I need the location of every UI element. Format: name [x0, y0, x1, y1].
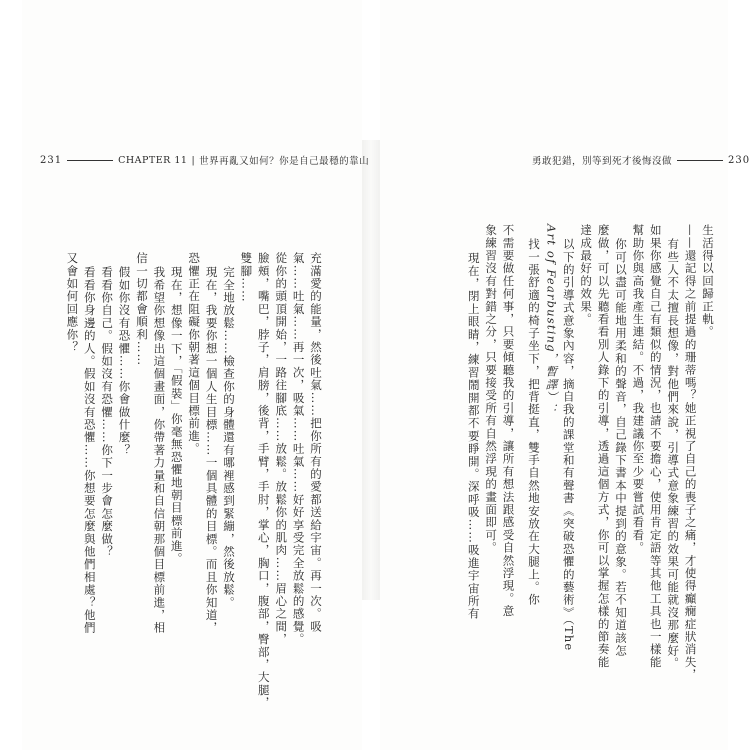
text-line: 又會如何回應你？ — [65, 252, 80, 354]
text-line: 完全地放鬆……檢查你的身體還有哪裡感到緊繃，然後放鬆。 — [221, 266, 236, 609]
text-line: Art of Fearbusting，暫譯）： — [544, 224, 559, 417]
book-gutter — [362, 140, 380, 600]
text-line: 恐懼正在阻礙你朝著這個目標前進。 — [187, 252, 202, 456]
text-line: 信一切都會順利…… — [134, 252, 149, 367]
text-line: 看看你身邊的人。假如沒有恐懼……你想要怎麼與他們相處？他們 — [82, 266, 97, 635]
right-running-title: 勇敢犯錯，別等到死才後悔沒做 — [532, 156, 673, 167]
left-page-number: 231 — [40, 154, 63, 166]
text-line: 從你的頭頂開始，一路往腳底……放鬆。放鬆你的肌肉……眉心之間， — [274, 252, 289, 646]
text-line: 以下的引導式意象內容，摘自我的課堂和有聲書《突破恐懼的藝術》（The — [561, 238, 576, 652]
chapter-label: CHAPTER 11 — [118, 154, 188, 166]
text-line: ——還記得之前提過的珊蒂嗎？她正視了自己的喪子之痛，才使得癲癇症狀消失， — [683, 224, 698, 682]
text-line: 臉頰，嘴巴，脖子，肩膀，後背，手臂，手肘，掌心，胸口，腹部，臀部，大腿， — [256, 252, 271, 710]
text-line: 假如你沒有恐懼……你會做什麼？ — [117, 266, 132, 457]
text-line: 有些人不太擅長想像，對他們來說，引導式意象練習的效果可能就沒那麼好。 — [666, 238, 681, 670]
left-page-header — [40, 153, 369, 167]
text-line: 充滿愛的能量，然後吐氣……把你所有的愛都送給宇宙。再一次。吸 — [309, 252, 323, 633]
text-line: 看看你自己。假如沒有恐懼……你下一步會怎麼做？ — [100, 266, 115, 559]
right-page-body — [420, 224, 716, 682]
header-separator: | — [191, 154, 196, 166]
right-page-header — [532, 153, 750, 167]
text-line: 氣……吐氣……再一次，吸氣……吐氣……好好享受完全放鬆的感覺。 — [291, 252, 306, 646]
text-line: 達成最好的效果。 — [579, 224, 594, 326]
text-line: 麼做，可以先聽看看別人錄下的引導，透過這個方式，你可以掌握怎樣的節奏能 — [596, 224, 611, 669]
text-line: 象練習沒有對錯之分，只要接受所有自然浮現的畫面即可。 — [484, 224, 499, 555]
text-line: 生活得以回歸正軌。 — [701, 224, 715, 339]
text-line: 我希望你想像出這個畫面，你帶著力量和自信朝那個目標前進，相 — [152, 266, 167, 635]
text-line: 如果你感覺自己有類似的情況，也請不要擔心，使用肯定語等其他工具也一樣能 — [648, 224, 663, 669]
text-line: 現在，想像一下，「假裝」你毫無恐懼地朝目標前進。 — [169, 266, 184, 566]
header-rule — [677, 160, 723, 161]
text-line: 雙腳…… — [239, 252, 254, 303]
right-page-number: 230 — [728, 154, 750, 166]
left-running-title: 世界再亂又如何？你是自己最穩的靠山 — [199, 156, 370, 167]
text-line: 你可以盡可能地用柔和的聲音，自己錄下書本中提到的意象。若不知道該怎 — [613, 238, 628, 658]
text-line: 現在，我要你想一個人生目標……一個具體的目標。而且你知道， — [204, 266, 219, 635]
text-line: 不需要做任何事，只要傾聽我的引導，讓所有想法跟感受自然浮現。意 — [501, 224, 516, 618]
header-rule — [67, 160, 113, 161]
text-line: 幫助你與高我產生連結。不過，我建議你至少要嘗試看看。 — [631, 224, 646, 555]
text-line: 找一張舒適的椅子坐下，把背挺直，雙手自然地安放在大腿上。你 — [526, 238, 541, 607]
text-line: 現在，閉上眼睛，練習鬧開都不要睜開。深呼吸……吸進宇宙所有 — [466, 252, 481, 621]
left-page-body — [62, 224, 324, 710]
